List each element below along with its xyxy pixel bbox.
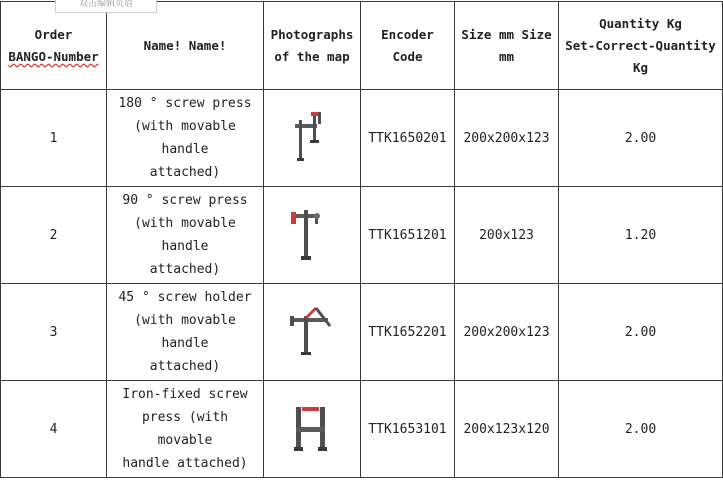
order-header-line1: Order: [34, 26, 73, 42]
photo-cell: [264, 381, 361, 478]
screw-press-180-photo: [287, 108, 337, 168]
qty-cell: 2.00: [559, 90, 723, 187]
qty-header: [559, 2, 723, 90]
name-line: 90 ° screw press: [122, 193, 248, 208]
name-line: press (with movable: [141, 410, 229, 448]
size-cell: 200x123x120: [455, 381, 559, 478]
qty-header-line2: Set-Correct-Quantity: [565, 37, 716, 53]
order-header: [1, 2, 107, 90]
size-header-line1: Size mm Size: [461, 26, 552, 42]
code-cell: TTK1653101: [361, 381, 455, 478]
name-line: attached): [149, 262, 221, 277]
table-row: [1, 90, 723, 187]
screw-holder-45-photo: [286, 304, 338, 360]
size-cell: 200x200x123: [455, 284, 559, 381]
header-edit-hint[interactable]: 双击编辑页眉: [55, 0, 157, 13]
photo-cell: [264, 90, 361, 187]
qty-cell: 1.20: [559, 187, 723, 284]
order-cell: 2: [1, 187, 107, 284]
name-cell: [107, 284, 264, 381]
name-line: 45 ° screw holder: [118, 290, 252, 305]
name-line: handle attached): [122, 456, 248, 471]
size-header: [455, 2, 559, 90]
name-line: (with movable handle: [134, 216, 236, 254]
photo-header: [264, 2, 361, 90]
header-row: [1, 2, 723, 90]
order-header-line2: BANGO-Number: [8, 48, 99, 64]
iron-fixed-screw-press-photo: [290, 403, 334, 455]
photo-header-line1: Photographs: [270, 26, 354, 42]
name-line: 180 ° screw press: [118, 96, 252, 111]
table-row: [1, 187, 723, 284]
name-header: [107, 2, 264, 90]
code-cell: TTK1650201: [361, 90, 455, 187]
code-cell: TTK1652201: [361, 284, 455, 381]
name-line: (with movable handle: [134, 313, 236, 351]
code-cell: TTK1651201: [361, 187, 455, 284]
photo-cell: [264, 187, 361, 284]
name-line: attached): [149, 165, 221, 180]
name-cell: [107, 381, 264, 478]
name-cell: [107, 90, 264, 187]
screw-press-90-photo: [287, 204, 337, 266]
qty-header-line3: Kg: [632, 59, 649, 75]
order-cell: 4: [1, 381, 107, 478]
table-row: [1, 284, 723, 381]
name-line: Iron-fixed screw: [122, 387, 248, 402]
order-cell: 3: [1, 284, 107, 381]
size-header-line2: mm: [498, 48, 515, 64]
photo-header-line2: of the map: [274, 48, 350, 64]
photo-cell: [264, 284, 361, 381]
name-header-text: Name! Name!: [143, 37, 227, 53]
table-row: [1, 381, 723, 478]
name-line: (with movable handle: [134, 119, 236, 157]
order-cell: 1: [1, 90, 107, 187]
size-cell: 200x200x123: [455, 90, 559, 187]
product-table: [0, 1, 723, 478]
code-header: [361, 2, 455, 90]
code-header-line2: Code: [392, 48, 423, 64]
qty-cell: 2.00: [559, 284, 723, 381]
name-cell: [107, 187, 264, 284]
size-cell: 200x123: [455, 187, 559, 284]
qty-cell: 2.00: [559, 381, 723, 478]
qty-header-line1: Quantity Kg: [599, 15, 682, 31]
name-line: attached): [149, 359, 221, 374]
code-header-line1: Encoder: [381, 26, 434, 42]
